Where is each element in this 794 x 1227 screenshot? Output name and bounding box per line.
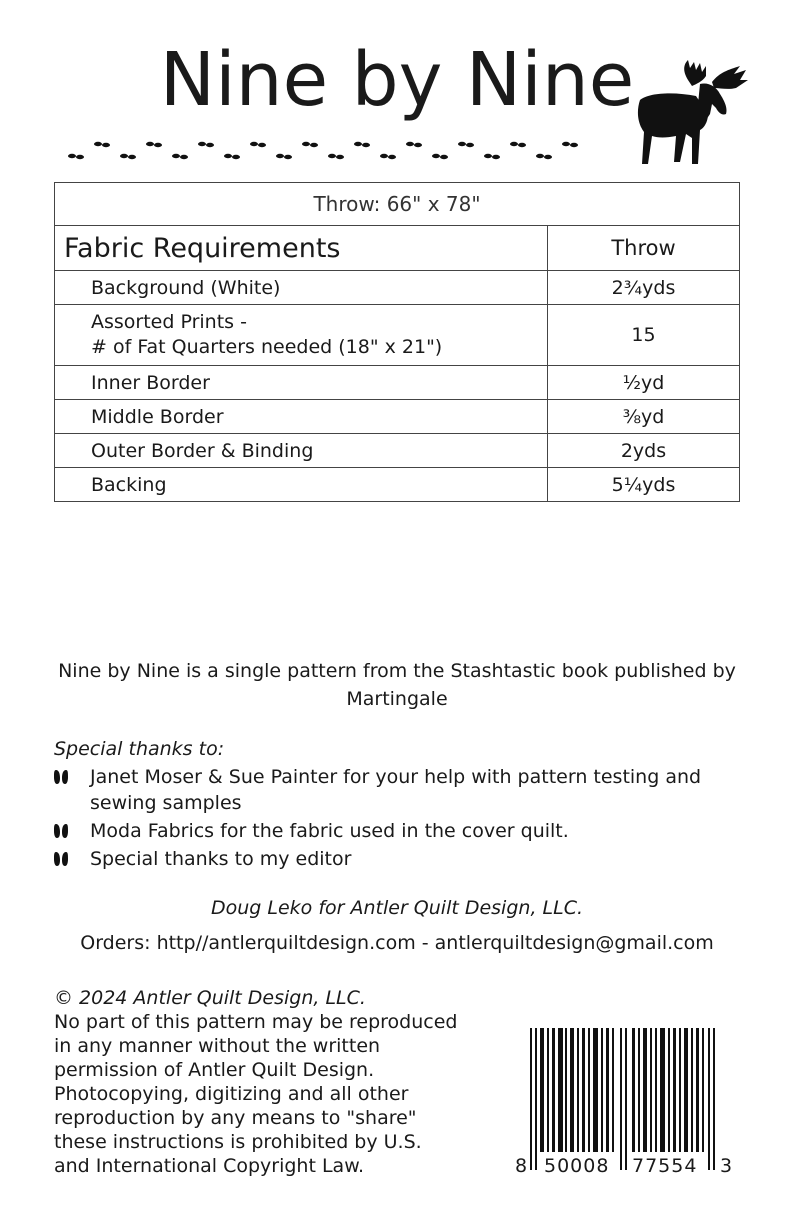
copyright-heading: © 2024 Antler Quilt Design, LLC. (54, 987, 366, 1009)
row-item (55, 305, 548, 366)
list-item-line: Special thanks to my editor (90, 848, 352, 870)
row-qty: 2¾yds (548, 271, 740, 305)
table-row (55, 271, 740, 305)
copyright-line: Photocopying, digitizing and all other (54, 1083, 409, 1105)
row-qty: ½yd (548, 366, 740, 400)
row-qty: 15 (548, 305, 740, 366)
list-item-line: Janet Moser & Sue Painter for your help with pattern testing and (90, 766, 702, 788)
table-row (55, 366, 740, 400)
row-qty: 5¼yds (548, 468, 740, 502)
copyright-line: and International Copyright Law. (54, 1155, 365, 1177)
table-row (55, 305, 740, 366)
list-item (54, 818, 734, 844)
row-item: Outer Border & Binding (55, 434, 548, 468)
list-item (54, 764, 734, 816)
hoof-print-icon (54, 769, 68, 785)
barcode-digit: 8 (515, 1155, 528, 1177)
barcode-digits-group: 50008 (544, 1155, 610, 1177)
blurb-line: Martingale (346, 688, 448, 710)
row-item: Middle Border (55, 400, 548, 434)
list-item-line: Moda Fabrics for the fabric used in the cover quilt. (90, 820, 569, 842)
list-item-line: sewing samples (90, 792, 242, 814)
page-title: Nine by Nine (159, 37, 635, 123)
table-header-row (55, 226, 740, 271)
table-row (55, 400, 740, 434)
size-cell: Throw: 66" x 78" (55, 183, 740, 226)
orders-info: Orders: http//antlerquiltdesign.com - antlerquiltdesign@gmail.com (80, 932, 714, 954)
table-row (55, 468, 740, 502)
barcode-digit: 3 (720, 1155, 733, 1177)
fabric-requirements-table (54, 182, 740, 502)
header-column: Throw (548, 226, 740, 271)
thanks-list (54, 764, 734, 874)
moose-icon (636, 58, 748, 170)
copyright-line: reproduction by any means to "share" (54, 1107, 417, 1129)
thanks-heading: Special thanks to: (54, 738, 225, 760)
list-item (54, 846, 734, 872)
barcode-digits-group: 77554 (632, 1155, 698, 1177)
hoof-print-icon (54, 851, 68, 867)
copyright-notice (54, 986, 474, 1178)
hoof-print-icon (54, 823, 68, 839)
book-blurb (40, 657, 754, 713)
designer-credit: Doug Leko for Antler Quilt Design, LLC. (210, 897, 583, 919)
header-label: Fabric Requirements (55, 226, 548, 271)
copyright-line: No part of this pattern may be reproduced (54, 1011, 458, 1033)
hoof-tracks-icon (68, 138, 588, 168)
row-qty: 2yds (548, 434, 740, 468)
blurb-line: Nine by Nine is a single pattern from the Stashtastic book published by (58, 660, 736, 682)
row-qty: ⅜yd (548, 400, 740, 434)
row-item: Inner Border (55, 366, 548, 400)
row-item: Backing (55, 468, 548, 502)
row-item-line: # of Fat Quarters needed (18" x 21") (91, 336, 443, 358)
row-item: Background (White) (55, 271, 548, 305)
copyright-line: these instructions is prohibited by U.S. (54, 1131, 422, 1153)
row-item-line: Assorted Prints - (91, 311, 247, 333)
copyright-line: in any manner without the written (54, 1035, 381, 1057)
copyright-line: permission of Antler Quilt Design. (54, 1059, 375, 1081)
size-row (55, 183, 740, 226)
table-row (55, 434, 740, 468)
